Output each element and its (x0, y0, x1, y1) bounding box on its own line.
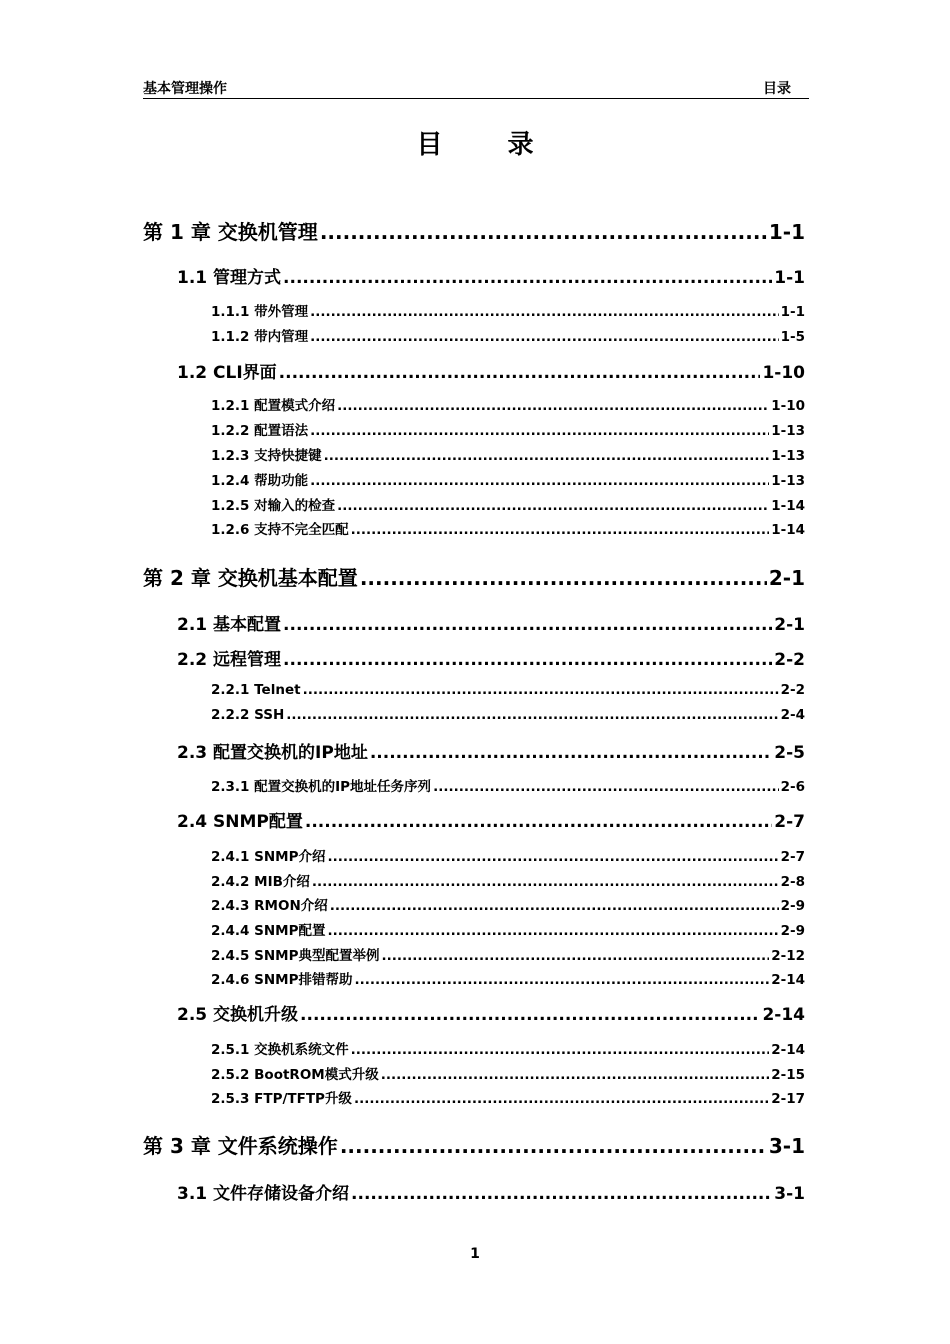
toc-entry-page: 2-5 (774, 743, 805, 763)
toc-entry-level-2[interactable] (177, 1000, 805, 1025)
page-number: 1 (470, 1246, 480, 1262)
toc-entry-level-3[interactable] (211, 894, 805, 914)
toc-entry-page: 3-1 (768, 1134, 805, 1158)
toc-leader-dots (286, 707, 778, 723)
toc-entry-level-3[interactable] (211, 469, 805, 489)
toc-leader-dots (351, 1184, 772, 1204)
header-section-name: 目录 (763, 81, 791, 97)
toc-entry-page: 2-6 (780, 779, 805, 795)
toc-entry-page: 2-2 (774, 650, 805, 670)
toc-entry-page: 2-1 (774, 615, 805, 635)
toc-entry-level-3[interactable] (211, 944, 805, 964)
toc-entry-label: 2.2 远程管理 (177, 650, 282, 670)
toc-entry-page: 2-9 (780, 923, 805, 939)
toc-entry-level-3[interactable] (211, 968, 805, 988)
toc-entry-level-3[interactable] (211, 1063, 805, 1083)
toc-entry-level-1[interactable] (143, 562, 805, 591)
toc-entry-level-3[interactable] (211, 1087, 805, 1107)
toc-entry-page: 2-8 (780, 874, 805, 890)
toc-entry-label: 2.4.1 SNMP介绍 (211, 849, 326, 865)
toc-entry-level-1[interactable] (143, 216, 805, 245)
toc-entry-level-3[interactable] (211, 682, 805, 698)
toc-leader-dots (310, 329, 778, 345)
toc-entry-label: 2.4.6 SNMP排错帮助 (211, 972, 353, 988)
toc-entry-level-3[interactable] (211, 394, 805, 414)
toc-leader-dots (354, 1091, 769, 1107)
toc-entry-page: 1-13 (771, 473, 805, 489)
toc-leader-dots (283, 268, 772, 288)
toc-entry-level-2[interactable] (177, 738, 805, 763)
toc-leader-dots (310, 423, 769, 439)
toc-entry-label: 1.2.1 配置模式介绍 (211, 398, 336, 414)
toc-entry-label: 2.3.1 配置交换机的IP地址任务序列 (211, 779, 432, 795)
toc-entry-page: 1-10 (762, 363, 805, 383)
toc-entry-page: 2-14 (771, 972, 805, 988)
toc-entry-page: 2-14 (771, 1042, 805, 1058)
toc-entry-page: 1-1 (768, 220, 805, 244)
toc-entry-page: 2-7 (774, 812, 805, 832)
toc-entry-page: 2-7 (780, 849, 805, 865)
toc-leader-dots (328, 923, 779, 939)
toc-entry-page: 2-12 (771, 948, 805, 964)
toc-entry-page: 2-17 (771, 1091, 805, 1107)
toc-entry-level-3[interactable] (211, 325, 805, 345)
toc-entry-label: 第 1 章 交换机管理 (143, 220, 318, 244)
toc-entry-level-2[interactable] (177, 645, 805, 670)
toc-entry-level-3[interactable] (211, 444, 805, 464)
toc-entry-label: 1.2.6 支持不完全匹配 (211, 522, 349, 538)
toc-entry-page: 2-1 (768, 566, 805, 590)
toc-entry-label: 2.4 SNMP配置 (177, 812, 303, 832)
toc-entry-level-3[interactable] (211, 845, 805, 865)
toc-entry-label: 2.3 配置交换机的IP地址 (177, 743, 368, 763)
toc-entry-label: 2.2.2 SSH (211, 707, 285, 723)
toc-leader-dots (337, 398, 769, 414)
toc-entry-label: 第 3 章 文件系统操作 (143, 1134, 338, 1158)
toc-leader-dots (433, 779, 779, 795)
toc-leader-dots (310, 473, 769, 489)
toc-entry-page: 2-4 (780, 707, 805, 723)
toc-entry-page: 1-13 (771, 448, 805, 464)
toc-entry-level-3[interactable] (211, 419, 805, 439)
toc-leader-dots (328, 849, 779, 865)
toc-entry-level-2[interactable] (177, 263, 805, 288)
toc-entry-label: 2.1 基本配置 (177, 615, 282, 635)
toc-entry-level-1[interactable] (143, 1130, 805, 1159)
toc-entry-level-3[interactable] (211, 1038, 805, 1058)
toc-leader-dots (382, 948, 770, 964)
toc-leader-dots (300, 1005, 760, 1025)
toc-entry-level-3[interactable] (211, 494, 805, 514)
toc-entry-label: 第 2 章 交换机基本配置 (143, 566, 358, 590)
toc-entry-label: 2.4.5 SNMP典型配置举例 (211, 948, 380, 964)
toc-entry-label: 2.5.3 FTP/TFTP升级 (211, 1091, 352, 1107)
toc-entry-page: 1-1 (780, 304, 805, 320)
toc-entry-label: 2.4.3 RMON介绍 (211, 898, 328, 914)
toc-leader-dots (305, 812, 772, 832)
toc-leader-dots (283, 615, 772, 635)
toc-entry-page: 1-1 (774, 268, 805, 288)
toc-leader-dots (310, 304, 778, 320)
toc-entry-label: 1.2 CLI界面 (177, 363, 277, 383)
toc-leader-dots (337, 498, 769, 514)
toc-entry-page: 2-14 (762, 1005, 805, 1025)
toc-entry-page: 2-2 (780, 682, 805, 698)
toc-entry-page: 1-10 (771, 398, 805, 414)
toc-leader-dots (355, 972, 770, 988)
header-document-title: 基本管理操作 (143, 81, 227, 97)
toc-entry-level-3[interactable] (211, 707, 805, 723)
page-header (143, 76, 809, 99)
toc-entry-label: 1.2.4 帮助功能 (211, 473, 309, 489)
toc-leader-dots (320, 220, 767, 244)
toc-entry-level-3[interactable] (211, 919, 805, 939)
toc-entry-label: 1.1 管理方式 (177, 268, 282, 288)
toc-entry-page: 1-13 (771, 423, 805, 439)
toc-entry-page: 2-15 (771, 1067, 805, 1083)
toc-entry-label: 1.1.1 带外管理 (211, 304, 309, 320)
toc-entry-page: 1-14 (771, 498, 805, 514)
toc-leader-dots (340, 1134, 767, 1158)
toc-leader-dots (351, 522, 770, 538)
toc-entry-label: 2.4.4 SNMP配置 (211, 923, 326, 939)
toc-entry-label: 1.2.3 支持快捷键 (211, 448, 322, 464)
toc-entry-label: 2.5.1 交换机系统文件 (211, 1042, 349, 1058)
toc-entry-level-2[interactable] (177, 610, 805, 635)
toc-leader-dots (330, 898, 779, 914)
toc-entry-label: 2.5 交换机升级 (177, 1005, 299, 1025)
toc-entry-level-2[interactable] (177, 807, 805, 832)
toc-leader-dots (370, 743, 772, 763)
toc-entry-level-2[interactable] (177, 358, 805, 383)
toc-leader-dots (283, 650, 772, 670)
toc-leader-dots (303, 682, 779, 698)
toc-entry-level-3[interactable] (211, 775, 805, 795)
toc-entry-label: 1.1.2 带内管理 (211, 329, 309, 345)
toc-leader-dots (381, 1067, 769, 1083)
toc-entry-page: 2-9 (780, 898, 805, 914)
toc-entry-level-2[interactable] (177, 1179, 805, 1204)
toc-entry-page: 1-14 (771, 522, 805, 538)
toc-entry-label: 2.5.2 BootROM模式升级 (211, 1067, 379, 1083)
toc-entry-label: 1.2.5 对输入的检查 (211, 498, 336, 514)
toc-entry-level-3[interactable] (211, 300, 805, 320)
toc-leader-dots (312, 874, 779, 890)
toc-entry-page: 1-5 (780, 329, 805, 345)
toc-leader-dots (324, 448, 770, 464)
toc-entry-label: 2.4.2 MIB介绍 (211, 874, 310, 890)
toc-leader-dots (360, 566, 767, 590)
toc-entry-page: 3-1 (774, 1184, 805, 1204)
toc-leader-dots (351, 1042, 770, 1058)
toc-entry-level-3[interactable] (211, 518, 805, 538)
toc-leader-dots (279, 363, 761, 383)
toc-entry-label: 3.1 文件存储设备介绍 (177, 1184, 350, 1204)
toc-entry-label: 2.2.1 Telnet (211, 682, 301, 698)
page-title: 目 录 (416, 130, 562, 160)
toc-entry-level-3[interactable] (211, 870, 805, 890)
toc-entry-label: 1.2.2 配置语法 (211, 423, 309, 439)
